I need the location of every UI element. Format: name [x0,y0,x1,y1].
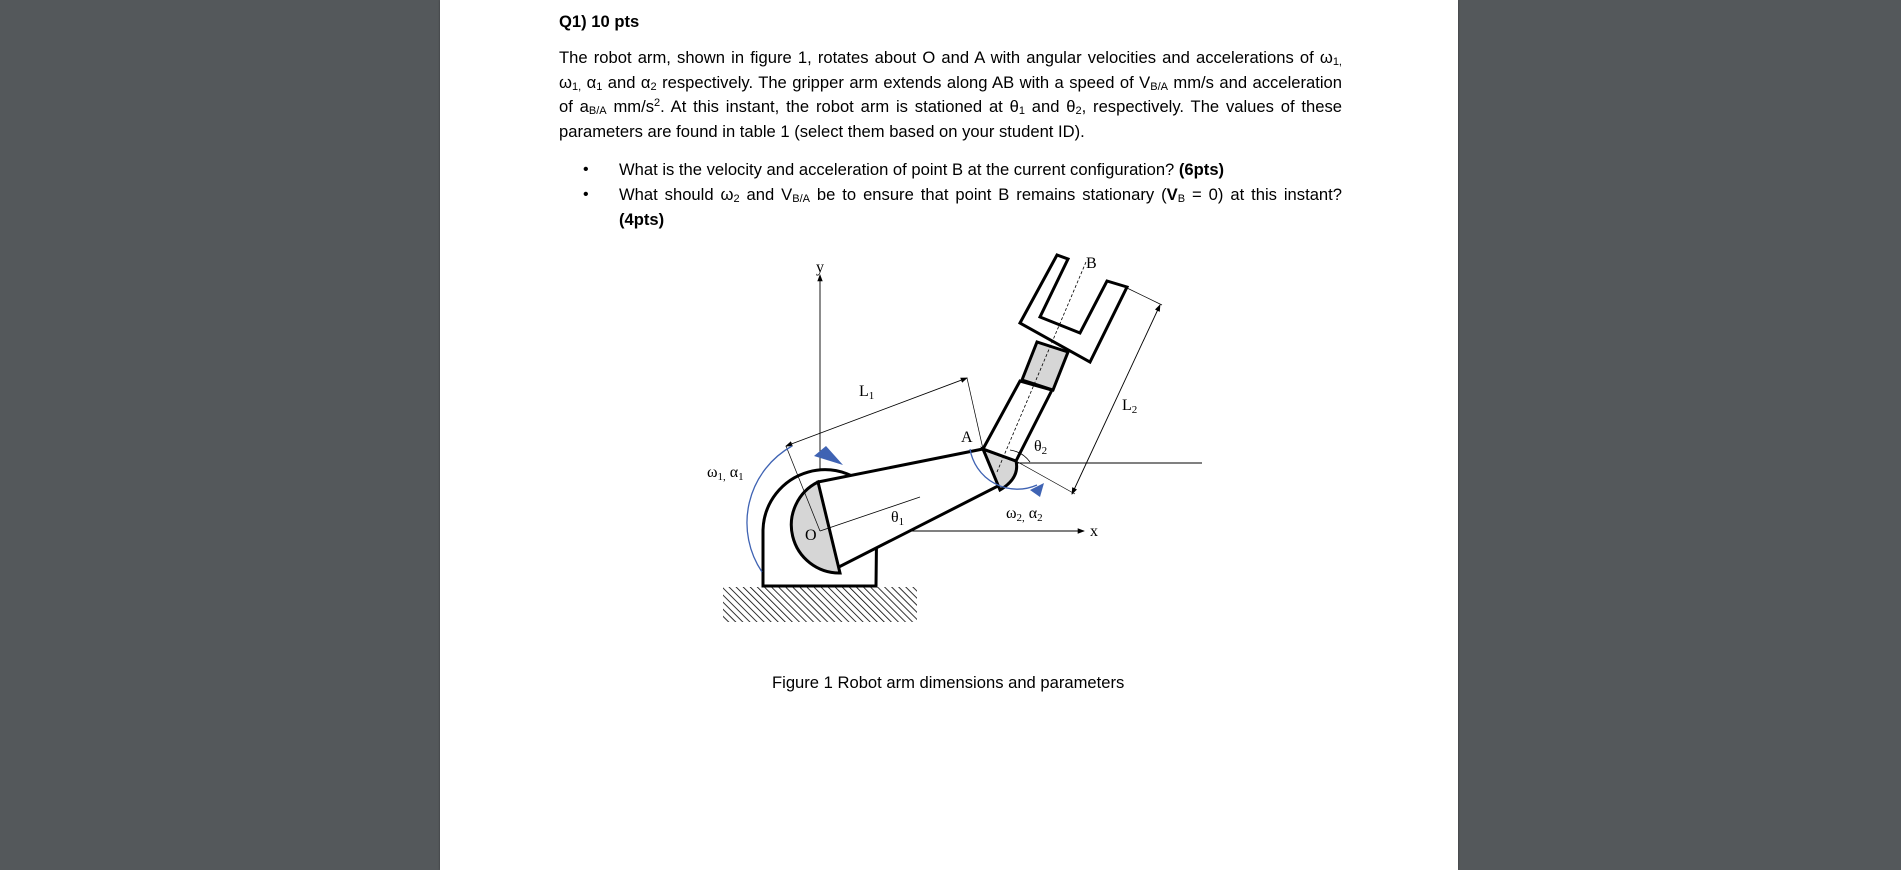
L1-dimension [786,378,967,446]
omega1-alpha1-label: ω1, α1 [707,464,744,483]
bullet-2-points: (4pts) [619,209,665,229]
para-text: and α [602,72,651,92]
bullet-dot: • [583,186,589,203]
bullet-sub: B [1177,193,1186,205]
para-text: mm/s and acceleration [1167,72,1343,92]
robot-arm-figure [440,0,1458,870]
link-1 [818,449,1000,570]
para-sup: 2 [654,97,661,109]
bullet-1-points: (6pts) [1178,160,1225,179]
theta2-label: θ2 [1034,438,1048,457]
para-sub: 1, [1332,56,1342,68]
omega2-alpha2-label: ω2, α2 [1006,505,1043,524]
para-text: α [581,72,597,92]
para-text: The robot arm, shown in figure 1, rotates about O and A with angular velocities and accelerations of ω [559,48,1333,67]
figure-caption: Figure 1 Robot arm dimensions and parameters [772,673,1125,692]
bullet-sub: B/A [792,193,810,205]
bullet-2-text: = 0) at this instant? [1185,185,1342,204]
omega1-arrow-icon [814,446,843,465]
bullet-dot: • [583,161,589,178]
para-text: and θ [1024,97,1076,116]
para-text: of a [559,97,589,116]
para-sub: 1, [571,80,582,93]
para-sub: 2 [650,80,657,93]
bullet-2-text: What should ω [619,185,734,204]
L2-label: L2 [1122,397,1138,416]
L1-label: L1 [859,383,875,402]
bullet-2-text: and V [739,185,793,204]
bullet-2-vb: V [1166,185,1178,204]
question-title: Q1) 10 pts [559,12,640,31]
extension-rod [1022,342,1068,390]
para-text: , respectively. The values of these [1081,97,1342,116]
para-text: parameters are found in table 1 (select them based on your student ID). [559,121,1085,141]
para-text: ω [559,72,572,92]
para-text: mm/s [606,97,654,116]
theta1-label: θ1 [891,509,905,528]
point-B-label: B [1086,255,1097,272]
y-label: y [816,259,824,276]
para-sub: 1 [596,80,603,93]
point-O-label: O [805,527,817,544]
L2-witness [1127,288,1162,305]
document-page [440,0,1458,870]
bullet-sub: 2 [733,193,740,205]
point-A-label: A [961,429,973,446]
bullet-2-text: be to ensure that point B remains stationary ( [809,185,1167,204]
x-label: x [1090,523,1098,540]
para-sub: B/A [588,105,607,117]
para-sub: B/A [1150,80,1168,93]
ground-hatch [723,587,917,622]
para-text: respectively. The gripper arm extends along AB with a speed of V [656,72,1151,92]
para-sub: 2 [1075,105,1082,117]
para-sub: 1 [1018,105,1025,117]
bullet-1-text: What is the velocity and acceleration of point B at the current configuration? [619,160,1179,179]
para-text: . At this instant, the robot arm is stationed at θ [660,97,1019,116]
